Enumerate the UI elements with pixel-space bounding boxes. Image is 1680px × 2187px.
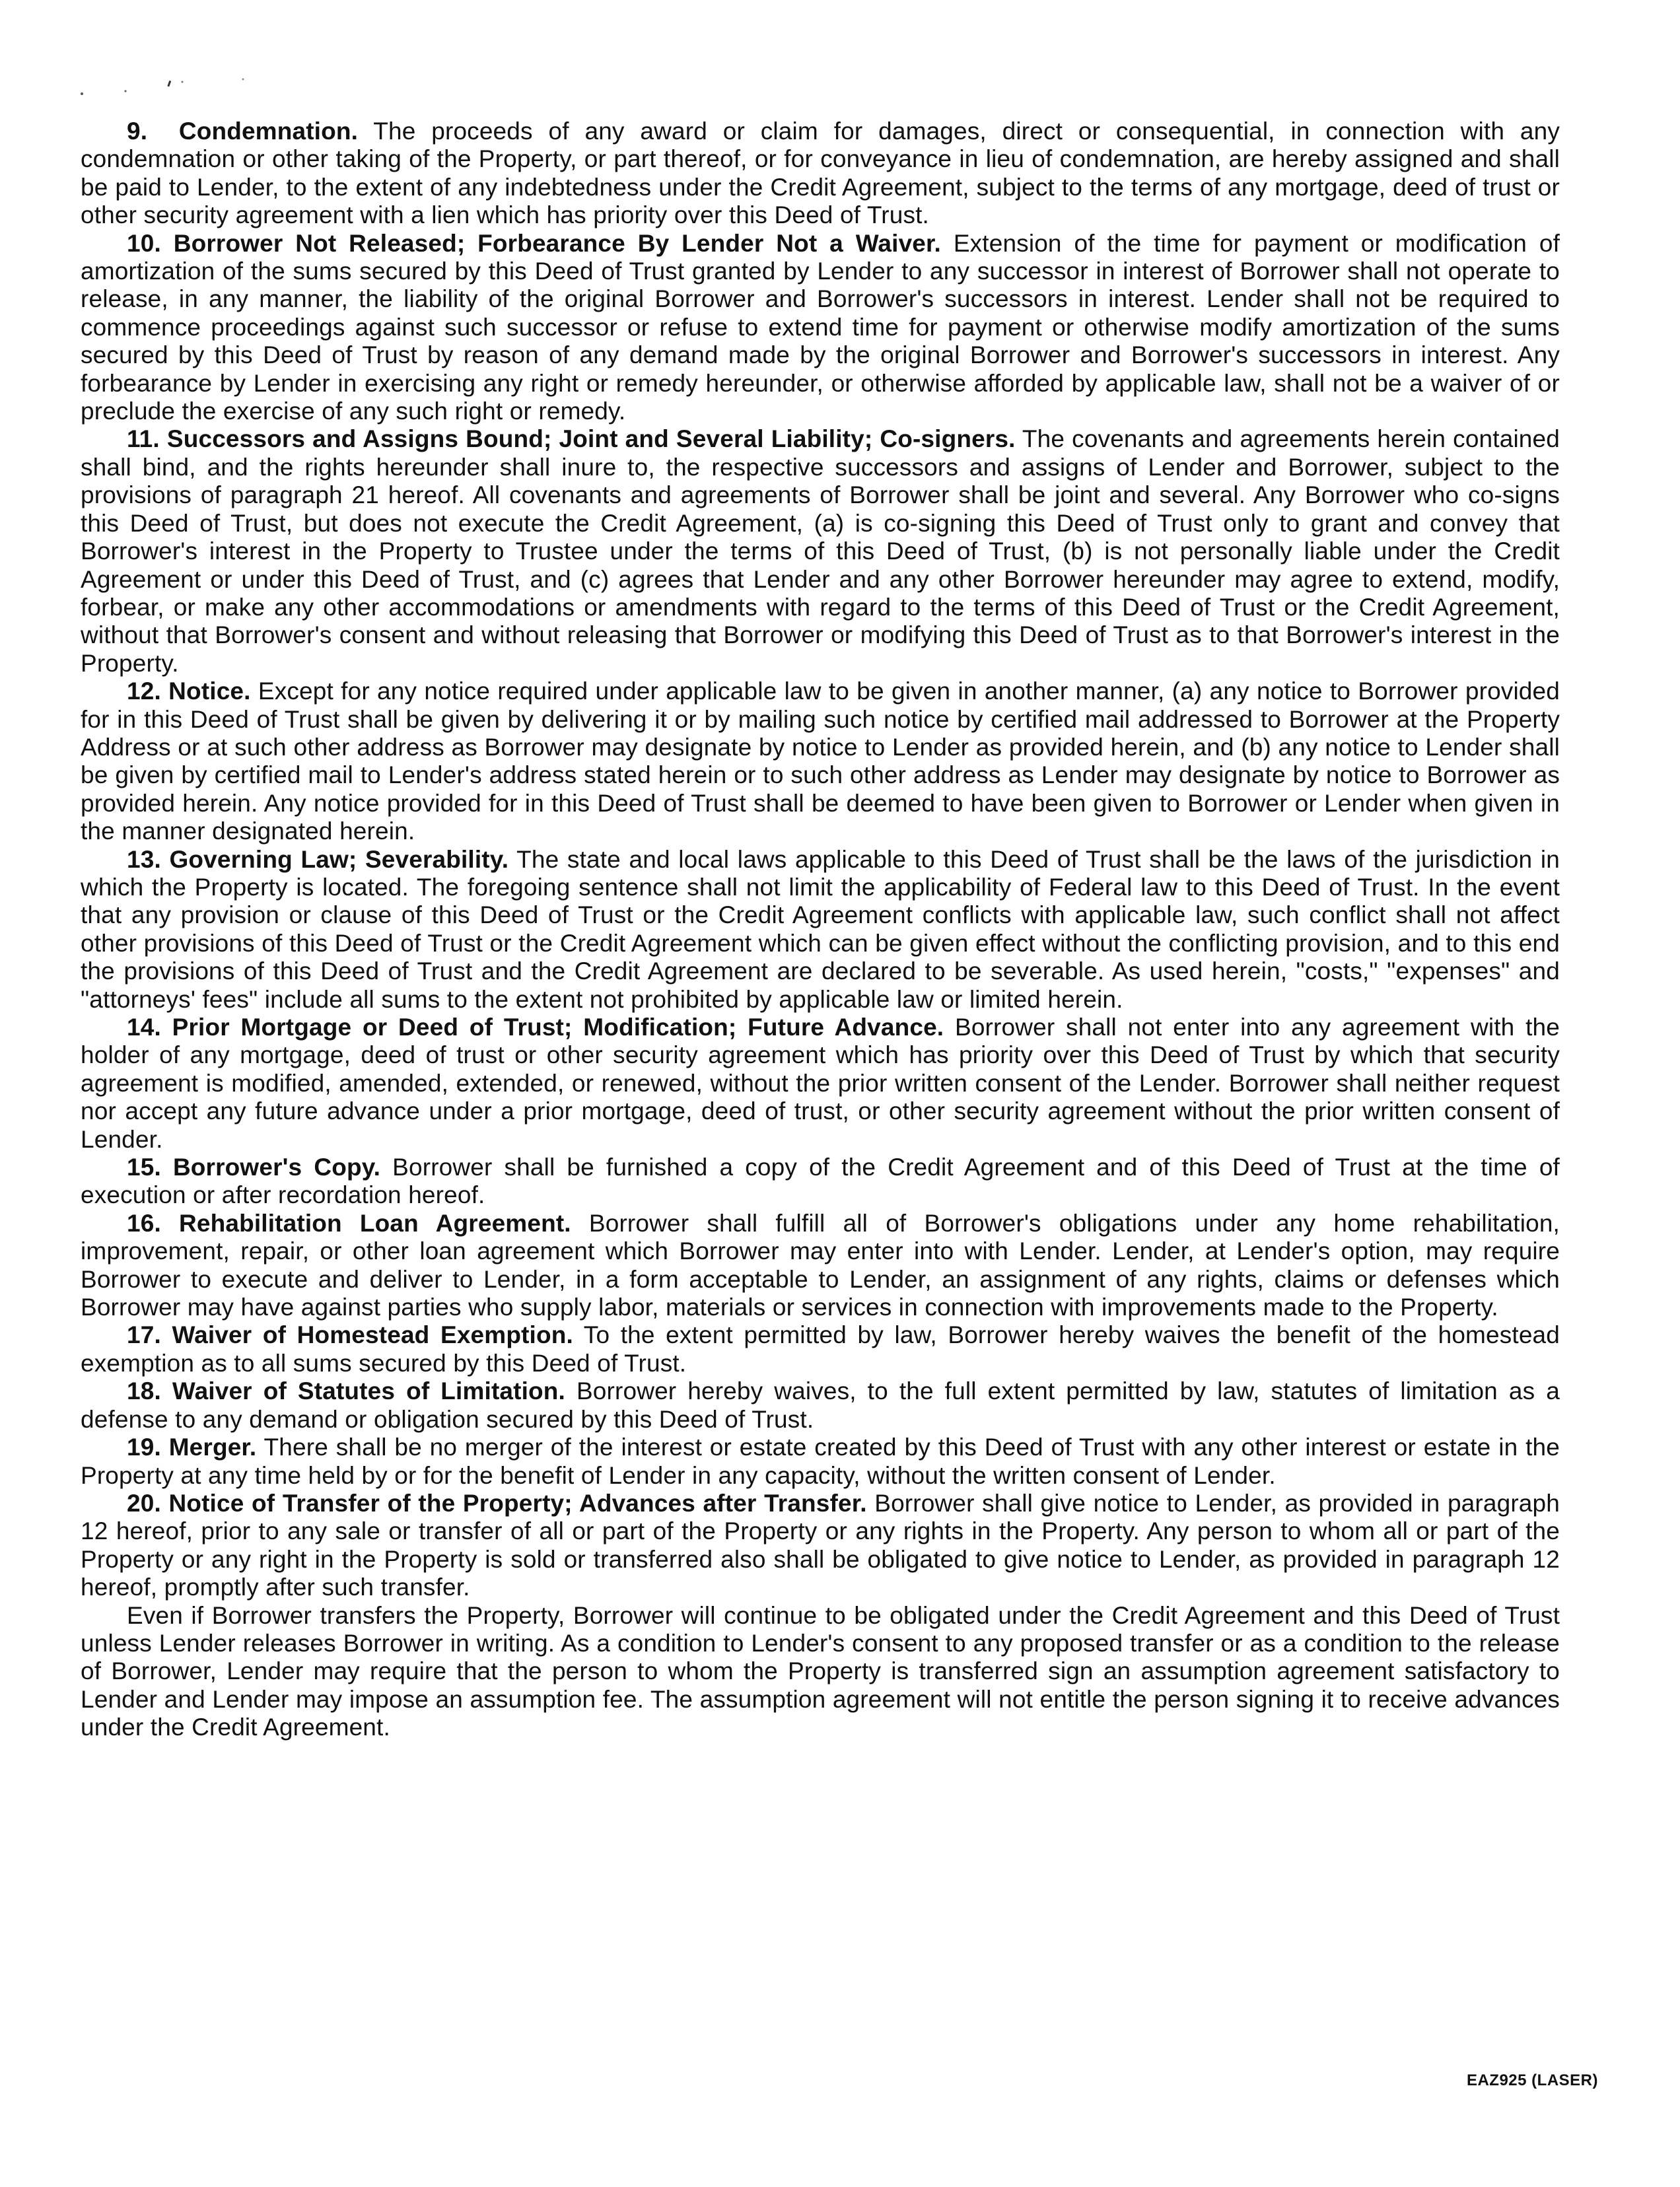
paragraph-heading: Governing Law; Severability. — [169, 845, 509, 873]
paragraph-19 — [81, 1434, 1560, 1490]
paragraph-text: The state and local laws applicable to this Deed of Trust shall be the laws of the jurisdiction in which the Property is located. The foregoing sentence shall not limit the applicability of Federal law to this Deed of Trust. In the event that any provision or clause of this Deed of Trust or the Credit Agreement conflicts with applicable law, such conflict shall not affect other provisions of this Deed of Trust or the Credit Agreement which can be given effect without the conflicting provision, and to this end the provisions of this Deed of Trust and the Credit Agreement are declared to be severable. As used herein, "costs," "expenses" and "attorneys' fees" include all sums to the extent not prohibited by applicable law or limited herein. — [81, 845, 1560, 1013]
paragraph-20 — [81, 1490, 1560, 1602]
paragraph-heading: Prior Mortgage or Deed of Trust; Modification; Future Advance. — [172, 1014, 944, 1041]
paragraph-text: Borrower shall be furnished a copy of the Credit Agreement and of this Deed of Trust at the time of execution or after recordation hereof. — [81, 1154, 1560, 1209]
paragraph-text: Borrower shall fulfill all of Borrower's obligations under any home rehabilitation, improvement, repair, or other loan agreement which Borrower may enter into with Lender. Lender, at Lender's option, may require Borrower to execute and deliver to Lender, in a form acceptable to Lender, an assignment of any rights, claims or defenses which Borrower may have against parties who supply labor, materials or services in connection with improvements made to the Property. — [81, 1209, 1560, 1321]
paragraph-number: 10. — [127, 229, 161, 257]
paragraph-text: The proceeds of any award or claim for damages, direct or consequential, in connection with any condemnation or other taking of the Property, or part thereof, or for conveyance in lieu of condemnation, are hereby assigned and shall be paid to Lender, to the extent of any indebtedness under the Credit Agreement, subject to the terms of any mortgage, deed of trust or other security agreement with a lien which has priority over this Deed of Trust. — [81, 118, 1560, 229]
paragraph-heading: Successors and Assigns Bound; Joint and Several Liability; Co-signers. — [166, 425, 1016, 453]
paragraph-number: 14. — [127, 1014, 161, 1041]
paragraph-text: Borrower shall give notice to Lender, as provided in paragraph 12 hereof, prior to any sale or transfer of all or part of the Property or any rights in the Property. Any person to whom all or part of the Property or any right in the Property is sold or transferred also shall be obligated to give notice to Lender, as provided in paragraph 12 hereof, promptly after such transfer. — [81, 1489, 1560, 1601]
paragraph-text: Except for any notice required under applicable law to be given in another manner, (a) any notice to Borrower provided for in this Deed of Trust shall be given by delivering it or by mailing such notice by certified mail addressed to Borrower at the Property Address or at such other address as Borrower may designate by notice to Lender as provided herein, and (b) any notice to Lender shall be given by certified mail to Lender's address stated herein or to such other address as Lender may designate by notice to Borrower as provided herein. Any notice provided for in this Deed of Trust shall be deemed to have been given to Borrower or Lender when given in the manner designated herein. — [81, 677, 1560, 845]
paragraph-heading: Waiver of Homestead Exemption. — [172, 1321, 573, 1349]
paragraph-18 — [81, 1377, 1560, 1434]
paragraph-number: 15. — [127, 1154, 161, 1181]
closing-paragraph: Even if Borrower transfers the Property, Borrower will continue to be obligated under the Credit Agreement and this Deed of Trust unless Lender releases Borrower in writing. As a condition to Lender's consent to any proposed transfer or as a condition to the release of Borrower, Lender may require that the person to whom the Property is transferred sign an assumption agreement satisfactory to Lender and Lender may impose an assumption fee. The assumption agreement will not entitle the person signing it to receive advances under the Credit Agreement. — [81, 1601, 1560, 1741]
paragraph-11 — [81, 425, 1560, 677]
paragraph-13 — [81, 846, 1560, 1014]
paragraph-number: 16. — [127, 1209, 161, 1237]
paragraph-heading: Notice. — [168, 677, 251, 705]
paragraph-10 — [81, 230, 1560, 426]
paragraph-text: There shall be no merger of the interest or estate created by this Deed of Trust with any other interest or estate in the Property at any time held by or for the benefit of Lender in any capacity, without the written consent of Lender. — [81, 1434, 1560, 1489]
form-code: EAZ925 (LASER) — [1466, 2071, 1598, 2089]
paragraph-text: The covenants and agreements herein contained shall bind, and the rights hereunder shall inure to, the respective successors and assigns of Lender and Borrower, subject to the provisions of paragraph 21 hereof. All covenants and agreements of Borrower shall be joint and several. Any Borrower who co-signs this Deed of Trust, but does not execute the Credit Agreement, (a) is co-signing this Deed of Trust only to grant and convey that Borrower's interest in the Property to Trustee under the terms of this Deed of Trust, (b) is not personally liable under the Credit Agreement or under this Deed of Trust, and (c) agrees that Lender and any other Borrower hereunder may agree to extend, modify, forbear, or make any other accommodations or amendments with regard to the terms of this Deed of Trust or the Credit Agreement, without that Borrower's consent and without releasing that Borrower or modifying this Deed of Trust as to that Borrower's interest in the Property. — [81, 425, 1560, 677]
paragraph-heading: Waiver of Statutes of Limitation. — [172, 1377, 565, 1405]
paragraph-heading: Condemnation. — [178, 118, 359, 145]
paragraph-number: 17. — [127, 1321, 161, 1349]
paragraph-number: 19. — [127, 1434, 161, 1461]
paragraph-text: To the extent permitted by law, Borrower hereby waives the benefit of the homestead exemption as to all sums secured by this Deed of Trust. — [81, 1321, 1560, 1377]
paragraph-text: Extension of the time for payment or modification of amortization of the sums secured by this Deed of Trust granted by Lender to any successor in interest of Borrower shall not operate to release, in any manner, the liability of the original Borrower and Borrower's successors in interest. Lender shall not be required to commence proceedings against such successor or refuse to extend time for payment or otherwise modify amortization of the sums secured by this Deed of Trust by reason of any demand made by the original Borrower and Borrower's successors in interest. Any forbearance by Lender in exercising any right or remedy hereunder, or otherwise afforded by applicable law, shall not be a waiver of or preclude the exercise of any such right or remedy. — [81, 229, 1560, 425]
document-body — [81, 118, 1560, 1742]
paragraph-14 — [81, 1014, 1560, 1154]
paragraph-number: 18. — [127, 1377, 161, 1405]
paragraph-heading: Borrower's Copy. — [172, 1154, 381, 1181]
paragraph-text: Borrower hereby waives, to the full extent permitted by law, statutes of limitation as a defense to any demand or obligation secured by this Deed of Trust. — [81, 1377, 1560, 1433]
paragraph-heading: Notice of Transfer of the Property; Advances after Transfer. — [168, 1489, 867, 1517]
paragraph-heading: Merger. — [168, 1434, 257, 1461]
paragraph-16 — [81, 1210, 1560, 1322]
paragraph-heading: Rehabilitation Loan Agreement. — [179, 1209, 571, 1237]
paragraph-15 — [81, 1154, 1560, 1210]
paragraph-17 — [81, 1321, 1560, 1377]
scan-artifact-specks — [79, 71, 264, 98]
paragraph-heading: Borrower Not Released; Forbearance By Lender Not a Waiver. — [173, 229, 941, 257]
paragraph-number: 9. — [127, 118, 148, 145]
paragraph-number: 20. — [127, 1489, 161, 1517]
paragraph-9 — [81, 118, 1560, 230]
paragraph-text: Borrower shall not enter into any agreement with the holder of any mortgage, deed of trust or other security agreement which has priority over this Deed of Trust by which that security agreement is modified, amended, extended, or renewed, without the prior written consent of the Lender. Borrower shall neither request nor accept any future advance under a prior mortgage, deed of trust, or other security agreement without the prior written consent of Lender. — [81, 1014, 1560, 1153]
paragraph-number: 12. — [127, 677, 161, 705]
paragraph-number: 13. — [127, 845, 161, 873]
paragraph-12 — [81, 677, 1560, 845]
paragraph-number: 11. — [127, 425, 160, 453]
